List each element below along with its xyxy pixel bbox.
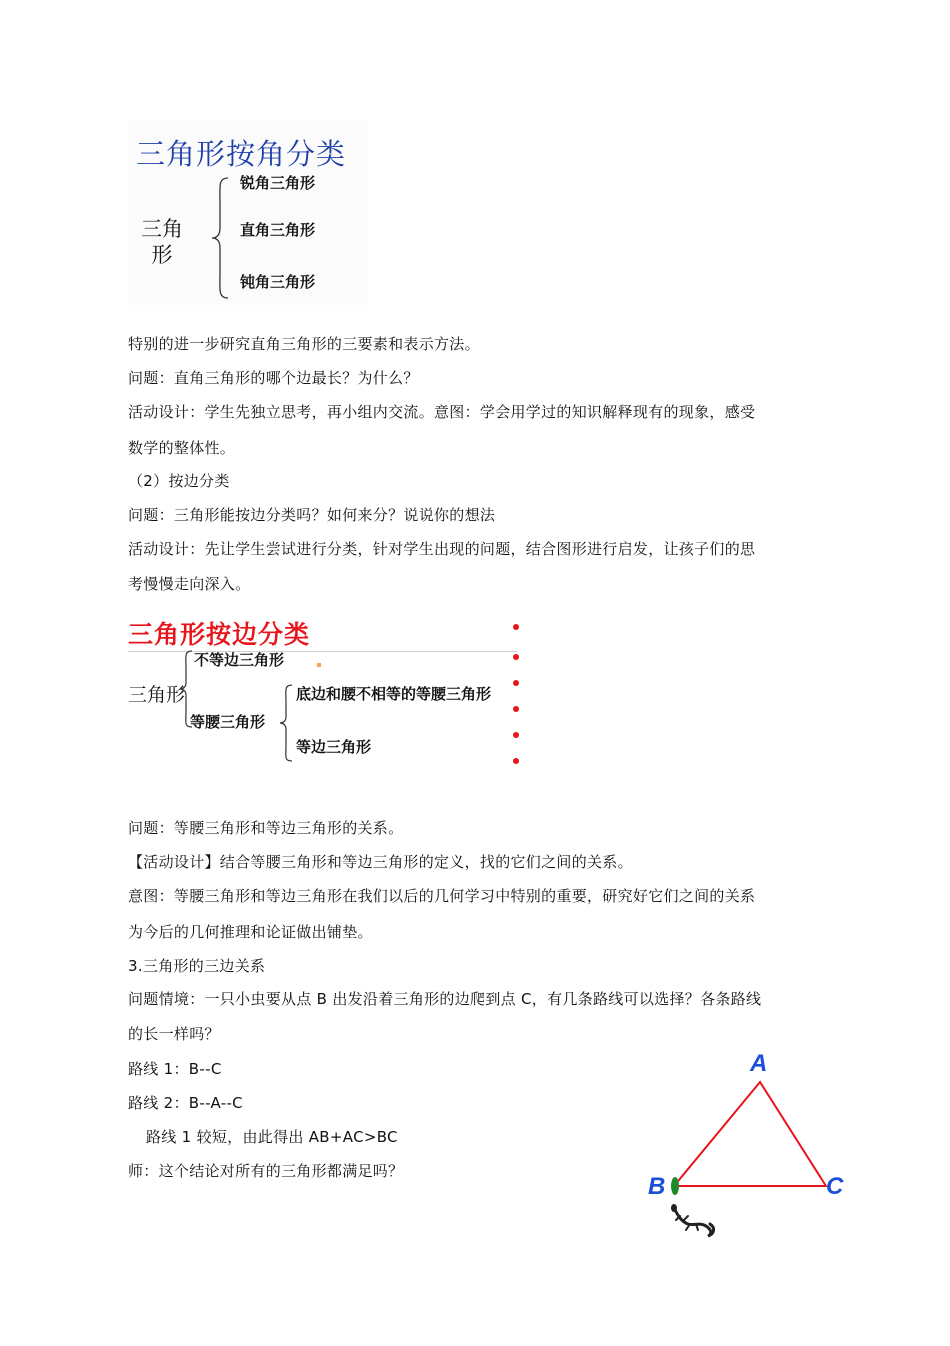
paragraph-9a: 意图：等腰三角形和等边三角形在我们以后的几何学习中特别的重要，研究好它们之间的关系	[128, 887, 756, 905]
right-triangle-label: 直角三角形	[240, 221, 316, 239]
paragraph-9b: 为今后的几何推理和论证做出铺垫。	[128, 923, 373, 941]
paragraph-13: 路线 2：B--A--C	[128, 1094, 243, 1112]
paragraph-6a: 活动设计：先让学生尝试进行分类，针对学生出现的问题，结合图形进行启发，让孩子们的思	[128, 540, 756, 558]
paragraph-5: 问题：三角形能按边分类吗？如何来分？说说你的想法	[128, 506, 496, 524]
paragraph-3a: 活动设计：学生先独立思考，再小组内交流。意图：学会用学过的知识解释现有的现象，感受	[128, 403, 756, 421]
vertex-b-label: B	[648, 1173, 666, 1200]
paragraph-6b: 考慢慢走向深入。	[128, 575, 251, 593]
isosceles-triangle-label: 等腰三角形	[190, 713, 266, 731]
side-classification-title: 三角形按边分类	[128, 620, 311, 649]
lizard-icon	[671, 1204, 714, 1236]
vertex-a-label: A	[750, 1050, 768, 1077]
vertex-c-label: C	[826, 1173, 844, 1200]
paragraph-1: 特别的进一步研究直角三角形的三要素和表示方法。	[128, 335, 480, 353]
scalene-triangle-label: 不等边三角形	[194, 651, 285, 669]
angle-classification-root: 三角形	[141, 217, 183, 267]
paragraph-2: 问题：直角三角形的哪个边最长？为什么？	[128, 369, 419, 387]
marker-dot	[317, 663, 321, 667]
paragraph-3b: 数学的整体性。	[128, 439, 236, 457]
paragraph-12: 路线 1：B--C	[128, 1060, 222, 1078]
paragraph-11b: 的长一样吗？	[128, 1025, 220, 1043]
triangle-edges	[674, 1082, 826, 1186]
paragraph-8: 【活动设计】结合等腰三角形和等边三角形的定义，找的它们之间的关系。	[128, 853, 633, 871]
brace-icon	[278, 683, 294, 763]
paragraph-10: 3.三角形的三边关系	[128, 957, 266, 975]
brace-icon	[210, 176, 232, 300]
paragraph-7: 问题：等腰三角形和等边三角形的关系。	[128, 819, 404, 837]
paragraph-11a: 问题情境：一只小虫要从点 B 出发沿着三角形的边爬到点 C，有几条路线可以选择？各条路线	[128, 990, 762, 1008]
bug-start-marker	[671, 1177, 679, 1195]
right-edge-decoration	[512, 603, 520, 785]
angle-classification-figure	[128, 120, 368, 305]
paragraph-4: （2）按边分类	[128, 472, 230, 490]
side-classification-root: 三角形	[128, 684, 186, 706]
angle-classification-title: 三角形按角分类	[136, 137, 347, 171]
equilateral-triangle-label: 等边三角形	[296, 738, 372, 756]
acute-triangle-label: 锐角三角形	[240, 174, 316, 192]
paragraph-14: 路线 1 较短，由此得出 AB+AC>BC	[146, 1128, 398, 1146]
paragraph-15: 师：这个结论对所有的三角形都满足吗？	[128, 1162, 404, 1180]
isosceles-non-equilateral-label: 底边和腰不相等的等腰三角形	[296, 685, 492, 703]
side-classification-figure	[128, 603, 520, 785]
triangle-abc-figure	[640, 1040, 860, 1240]
obtuse-triangle-label: 钝角三角形	[240, 273, 316, 291]
